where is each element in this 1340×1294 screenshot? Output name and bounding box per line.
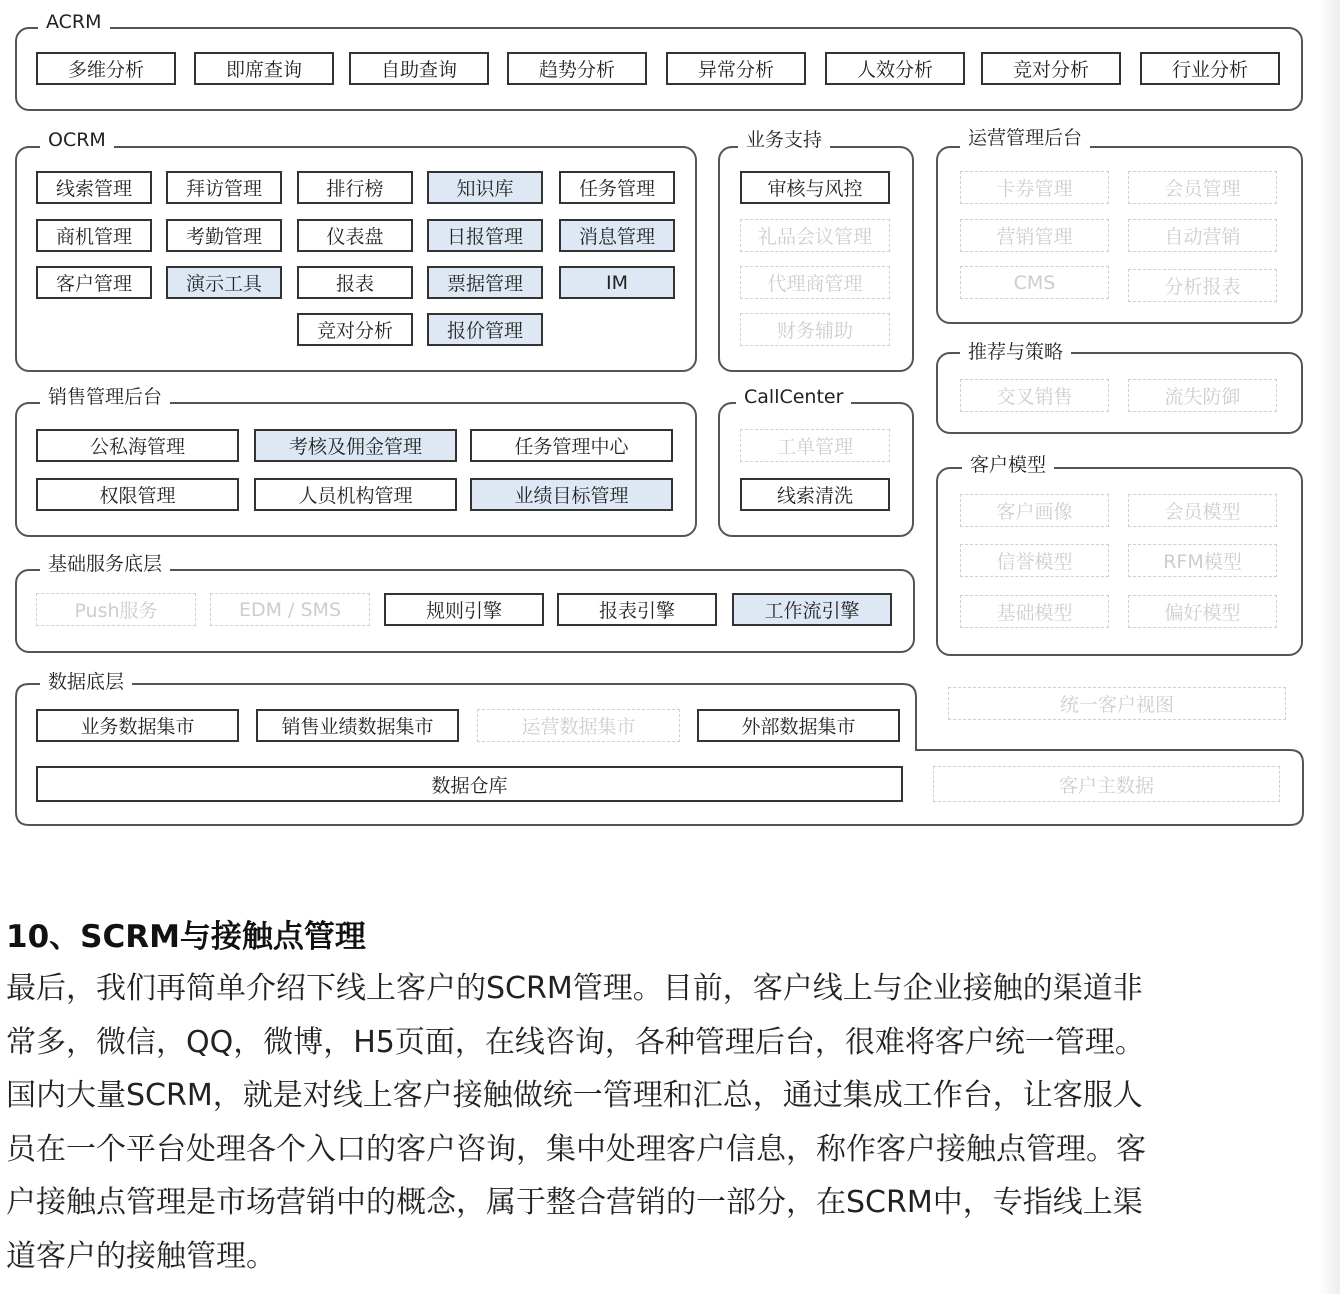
callcenter-title: CallCenter: [736, 385, 851, 409]
ocrm-module-box: 商机管理: [36, 219, 152, 252]
data-layer-title: 数据底层: [40, 670, 132, 694]
acrm-module-box: 竞对分析: [981, 52, 1121, 85]
business-support-module-box: 代理商管理: [740, 266, 890, 299]
ops-backend-module-box: 卡券管理: [960, 171, 1109, 204]
acrm-title: ACRM: [38, 10, 110, 34]
business-support-module-box: 财务辅助: [740, 313, 890, 346]
ocrm-module-box: 仪表盘: [297, 219, 413, 252]
page-edge-shadow: [1318, 0, 1340, 1294]
base-service-module-box: Push服务: [36, 593, 196, 626]
base-service-module-box: 工作流引擎: [732, 593, 892, 626]
data-layer-module-box: 销售业绩数据集市: [256, 709, 459, 742]
ops-backend-module-box: 会员管理: [1128, 171, 1277, 204]
ops-backend-module-box: CMS: [960, 266, 1109, 299]
paragraph-line: 国内大量SCRM，就是对线上客户接触做统一管理和汇总，通过集成工作台，让客服人: [6, 1078, 1143, 1113]
ops-backend-module-box: 分析报表: [1128, 269, 1277, 302]
acrm-module-box: 行业分析: [1140, 52, 1280, 85]
ocrm-module-box: 拜访管理: [166, 171, 282, 204]
base-service-module-box: EDM / SMS: [210, 593, 370, 626]
sales-backend-title: 销售管理后台: [40, 385, 170, 409]
sales-backend-module-box: 权限管理: [36, 478, 239, 511]
data-layer-module-box: 运营数据集市: [477, 709, 680, 742]
callcenter-module-box: 线索清洗: [740, 478, 890, 511]
recommend-module-box: 交叉销售: [960, 379, 1109, 412]
ocrm-module-box: 竞对分析: [297, 313, 413, 346]
ocrm-module-box: 消息管理: [559, 219, 675, 252]
ocrm-module-box: 演示工具: [166, 266, 282, 299]
ocrm-module-box: 客户管理: [36, 266, 152, 299]
customer-model-module-box: 信誉模型: [960, 544, 1109, 577]
data-layer-module-box: 外部数据集市: [697, 709, 900, 742]
base-service-title: 基础服务底层: [40, 552, 170, 576]
ocrm-module-box: 报价管理: [427, 313, 543, 346]
customer-model-module-box: 会员模型: [1128, 494, 1277, 527]
paragraph-line: 最后，我们再简单介绍下线上客户的SCRM管理。目前，客户线上与企业接触的渠道非: [6, 971, 1143, 1006]
section-heading: 10、SCRM与接触点管理: [6, 919, 366, 955]
ocrm-module-box: 线索管理: [36, 171, 152, 204]
data-layer-module-box: 统一客户视图: [948, 687, 1286, 720]
ocrm-module-box: 报表: [297, 266, 413, 299]
paragraph-line: 常多，微信，QQ，微博，H5页面，在线咨询，各种管理后台，很难将客户统一管理。: [6, 1024, 1145, 1060]
acrm-module-box: 趋势分析: [507, 52, 647, 85]
customer-model-module-box: RFM模型: [1128, 544, 1277, 577]
recommend-module-box: 流失防御: [1128, 379, 1277, 412]
ops-backend-module-box: 营销管理: [960, 219, 1109, 252]
ocrm-module-box: 任务管理: [559, 171, 675, 204]
acrm-module-box: 人效分析: [825, 52, 965, 85]
callcenter-module-box: 工单管理: [740, 429, 890, 462]
ocrm-module-box: 排行榜: [297, 171, 413, 204]
sales-backend-module-box: 人员机构管理: [254, 478, 457, 511]
acrm-module-box: 自助查询: [349, 52, 489, 85]
acrm-module-box: 多维分析: [36, 52, 176, 85]
paragraph-line: 户接触点管理是市场营销中的概念，属于整合营销的一部分，在SCRM中，专指线上渠: [6, 1185, 1143, 1220]
acrm-module-box: 异常分析: [666, 52, 806, 85]
ocrm-module-box: 票据管理: [427, 266, 543, 299]
base-service-module-box: 规则引擎: [384, 593, 544, 626]
customer-model-module-box: 偏好模型: [1128, 595, 1277, 628]
data-layer-module-box: 客户主数据: [933, 766, 1280, 802]
paragraph: [6, 962, 1336, 1283]
customer-model-module-box: 客户画像: [960, 494, 1109, 527]
customer-model-module-box: 基础模型: [960, 595, 1109, 628]
paragraph-line: 员在一个平台处理各个入口的客户咨询，集中处理客户信息，称作客户接触点管理。客: [6, 1131, 1146, 1167]
article: [6, 912, 1336, 1283]
sales-backend-module-box: 业绩目标管理: [470, 478, 673, 511]
sales-backend-module-box: 公私海管理: [36, 429, 239, 462]
data-layer-module-box: 业务数据集市: [36, 709, 239, 742]
data-layer-module-box: 数据仓库: [36, 766, 903, 802]
business-support-module-box: 礼品会议管理: [740, 219, 890, 252]
sales-backend-module-box: 考核及佣金管理: [254, 429, 457, 462]
base-service-module-box: 报表引擎: [557, 593, 717, 626]
customer-model-title: 客户模型: [962, 453, 1054, 477]
ocrm-title: OCRM: [40, 128, 114, 152]
ocrm-module-box: 考勤管理: [166, 219, 282, 252]
business-support-module-box: 审核与风控: [740, 171, 890, 204]
ocrm-module-box: IM: [559, 266, 675, 299]
ops-backend-module-box: 自动营销: [1128, 219, 1277, 252]
ops-backend-title: 运营管理后台: [960, 126, 1090, 150]
sales-backend-module-box: 任务管理中心: [470, 429, 673, 462]
recommend-title: 推荐与策略: [960, 340, 1071, 364]
ocrm-module-box: 日报管理: [427, 219, 543, 252]
acrm-module-box: 即席查询: [194, 52, 334, 85]
ocrm-module-box: 知识库: [427, 171, 543, 204]
business-support-title: 业务支持: [738, 128, 830, 152]
paragraph-line: 道客户的接触管理。: [6, 1238, 276, 1274]
